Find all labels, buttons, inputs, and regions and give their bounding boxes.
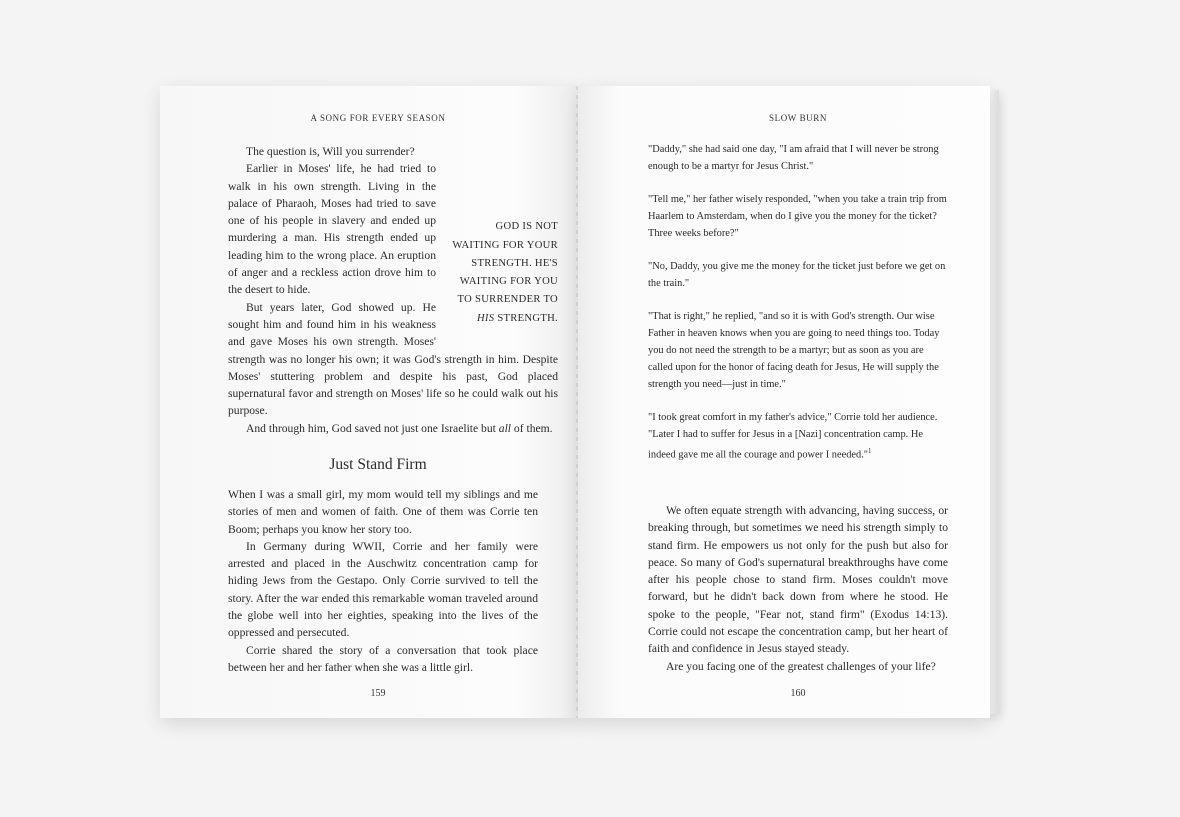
quote-paragraph: "That is right," he replied, "and so it is with God's strength. Our wise Father in heaven knows when you are going to need things too. Today you do not need the strength to be a martyr; but as soon as you are called upon for the honor of facing death for Jesus, He will supply the strength you need—just in time." bbox=[648, 311, 940, 390]
emphasis: all bbox=[498, 421, 512, 435]
extract-quotes bbox=[648, 141, 948, 479]
open-book bbox=[160, 86, 1000, 718]
pull-quote-line: GOD IS NOT bbox=[495, 221, 558, 233]
left-page bbox=[160, 86, 578, 718]
pull-quote-line: WAITING FOR YOU bbox=[459, 276, 558, 288]
left-main-text bbox=[228, 143, 558, 437]
left-running-head: A SONG FOR EVERY SEASON bbox=[310, 113, 446, 123]
quote-paragraph: "Daddy," she had said one day, "I am afraid that I will never be strong enough to be a martyr for Jesus Christ." bbox=[648, 144, 939, 172]
pull-quote-line: TO SURRENDER TO bbox=[457, 294, 558, 306]
pull-quote-line: STRENGTH. HE'S bbox=[471, 257, 558, 269]
paragraph-start: And through him, God saved not just one Israelite but bbox=[246, 421, 499, 435]
section-heading: Just Stand Firm bbox=[329, 456, 427, 473]
left-page-number: 159 bbox=[370, 688, 386, 699]
pull-quote-emphasis: HIS bbox=[476, 312, 495, 324]
pull-quote-end: STRENGTH. bbox=[494, 312, 558, 324]
paragraph: But years later, God showed up. He sought him and found him in his weakness and gave Moses his own strength. Moses' strength was no longer his own; it was God's strength in him. Despite Moses' stuttering problem and despite his past, God placed supernatural favor and strength on Moses' life so he could walk out his purpose. bbox=[228, 300, 558, 418]
paragraph: Corrie shared the story of a conversation that took place between her and her father when she was a little girl. bbox=[228, 643, 538, 674]
paragraph bbox=[228, 420, 558, 437]
right-page bbox=[578, 86, 990, 718]
pull-quote bbox=[452, 218, 558, 328]
footnote-marker: 1 bbox=[868, 447, 872, 455]
paragraph: The question is, Will you surrender? bbox=[246, 145, 415, 158]
paragraph: We often equate strength with advancing, having success, or breaking through, but sometimes we need his strength simply to stand firm. He empowers us not only for the push but also for peace. So many of God's supernatural breakthroughs have come after his people chose to stand firm. Moses couldn't move forward, but he didn't back down from where he stood. He spoke to the people, "Fear not, stand firm" (Exodus 14:13). Corrie could not escape the concentration camp, but her heart of faith and confidence in Jesus stayed steady. bbox=[648, 504, 948, 656]
pull-quote-line: WAITING FOR YOUR bbox=[452, 239, 558, 251]
quote-paragraph bbox=[648, 409, 948, 463]
paragraph: Are you facing one of the greatest challenges of your life? bbox=[666, 659, 936, 673]
right-running-head: SLOW BURN bbox=[769, 113, 827, 123]
paragraph-end: of them. bbox=[511, 421, 553, 435]
pull-quote-line bbox=[452, 310, 558, 328]
paragraph: In Germany during WWII, Corrie and her family were arrested and placed in the Auschwitz concentration camp for hiding Jews from the Gestapo. Only Corrie survived to tell the story. After the war ended this remarkable woman traveled around the globe well into her eighties, speaking into the lives of the oppressed and persecuted. bbox=[228, 539, 538, 640]
right-page-number: 160 bbox=[790, 688, 806, 699]
paragraph: When I was a small girl, my mom would tell my siblings and me stories of men and women of faith. One of them was Corrie ten Boom; perhaps you know her story too. bbox=[228, 488, 538, 536]
quote-text: "I took great comfort in my father's advice," Corrie told her audience. "Later I had to suffer for Jesus in a [Nazi] concentration camp. He indeed gave me all the courage and power I needed." bbox=[648, 412, 938, 461]
left-section-text bbox=[228, 486, 538, 676]
quote-paragraph: "No, Daddy, you give me the money for the ticket just before we get on the train." bbox=[648, 261, 946, 289]
right-main-text bbox=[648, 502, 948, 675]
paragraph: Earlier in Moses' life, he had tried to walk in his own strength. Living in the palace of Pharaoh, Moses had tried to save one of his people in slavery and ended up murdering a man. His strength ended up leading him to the wrong place. An eruption of anger and a reckless action drove him to the desert to hide. bbox=[228, 162, 436, 297]
quote-paragraph: "Tell me," her father wisely responded, "when you take a train trip from Haarlem to Amsterdam, when do I give you the money for the ticket? Three weeks before?" bbox=[648, 194, 947, 239]
